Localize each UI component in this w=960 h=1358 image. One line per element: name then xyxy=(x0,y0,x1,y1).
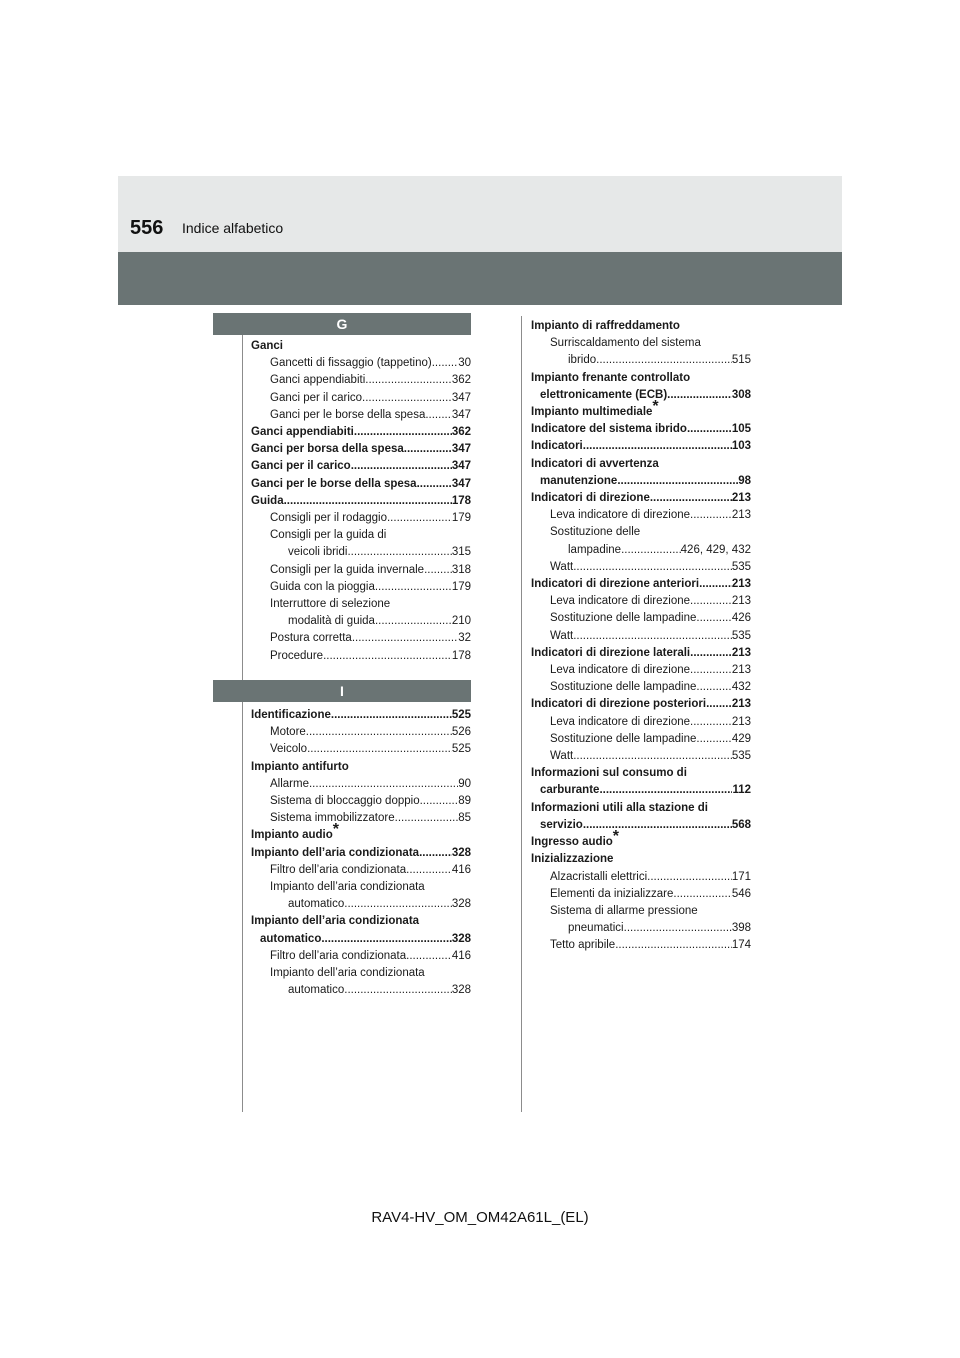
dot-leader xyxy=(406,948,452,965)
index-list-g xyxy=(251,338,471,665)
entry-term: Filtro dell’aria condizionata xyxy=(270,863,407,876)
entry-term: pneumatici xyxy=(568,922,624,935)
entry-page: 515 xyxy=(731,354,751,367)
dot-leader xyxy=(706,696,732,713)
index-entry: Indicatori di avvertenza xyxy=(531,457,659,470)
entry-page: 426, 429, 432 xyxy=(680,543,751,556)
entry-term: Leva indicatore di direzione xyxy=(550,664,691,677)
entry-term: Leva indicatore di direzione xyxy=(550,509,691,522)
entry-page: 213 xyxy=(731,664,751,677)
entry-page: 362 xyxy=(451,426,471,439)
dot-leader xyxy=(284,493,452,510)
entry-term: carburante xyxy=(540,784,600,797)
entry-page: 213 xyxy=(731,715,751,728)
index-entry xyxy=(531,610,751,627)
column-divider-right xyxy=(521,316,522,1112)
entry-page: 178 xyxy=(451,494,471,507)
entry-term: Tetto apribile xyxy=(550,939,616,952)
index-entry xyxy=(251,982,471,999)
index-entry xyxy=(531,679,751,696)
dot-leader xyxy=(347,544,451,561)
dot-leader xyxy=(352,630,458,647)
section-header-i: I xyxy=(213,680,471,702)
entry-term: Ganci appendiabiti xyxy=(270,374,366,387)
entry-page: 315 xyxy=(451,546,471,559)
entry-page: 328 xyxy=(451,984,471,997)
entry-page: 98 xyxy=(738,474,751,487)
entry-term: Impianto dell’aria condizionata xyxy=(251,846,420,859)
index-entry xyxy=(251,724,471,741)
dot-leader xyxy=(387,510,452,527)
dot-leader xyxy=(699,576,732,593)
entry-term: Identificazione xyxy=(251,709,331,721)
index-entry xyxy=(251,493,471,510)
index-entry: Inizializzazione xyxy=(531,853,614,866)
entry-page: 213 xyxy=(731,492,751,505)
index-entry: Impianto dell’aria condizionata xyxy=(270,881,425,894)
entry-term: Sostituzione delle lampadine xyxy=(550,732,697,745)
index-entry xyxy=(251,948,471,965)
entry-term: Elementi da inizializzare xyxy=(550,887,674,900)
entry-term: Gancetti di fissaggio (tappetino) xyxy=(270,357,432,370)
entry-term: Indicatori di direzione posteriori xyxy=(531,698,707,711)
index-entry: Impianto frenante controllato xyxy=(531,371,691,384)
index-list-i xyxy=(251,707,471,999)
entry-page: 535 xyxy=(731,629,751,642)
index-entry: Sistema di allarme pressione xyxy=(550,904,698,917)
entry-term: Indicatori di direzione laterali xyxy=(531,646,691,659)
dot-leader xyxy=(647,869,732,886)
entry-term: Sostituzione delle lampadine xyxy=(550,612,697,625)
dot-leader xyxy=(417,476,452,493)
asterisk-mark: * xyxy=(332,821,340,839)
entry-page: 535 xyxy=(731,750,751,763)
entry-page: 398 xyxy=(731,922,751,935)
index-entry xyxy=(251,648,471,665)
dot-leader xyxy=(351,458,452,475)
index-entry xyxy=(531,817,751,834)
dot-leader xyxy=(420,793,459,810)
dot-leader xyxy=(617,473,738,490)
index-entry xyxy=(531,387,751,404)
entry-term: servizio xyxy=(540,818,583,831)
entry-term: Consigli per la guida invernale xyxy=(270,563,425,576)
index-entry xyxy=(251,613,471,630)
entry-term: Ganci per il carico xyxy=(251,460,351,473)
index-entry xyxy=(531,398,751,421)
dot-leader xyxy=(309,776,458,793)
entry-page: 362 xyxy=(451,374,471,387)
entry-page: 546 xyxy=(731,887,751,900)
dot-leader xyxy=(615,937,732,954)
entry-term: Watt xyxy=(550,629,574,642)
entry-page: 328 xyxy=(451,846,471,859)
dot-leader xyxy=(306,724,452,741)
entry-term: Motore xyxy=(270,726,306,739)
dot-leader xyxy=(365,372,452,389)
entry-term: Indicatori di direzione anteriori xyxy=(531,578,700,591)
index-entry xyxy=(251,441,471,458)
entry-term: Ganci per le borse della spesa xyxy=(251,477,417,490)
entry-page: 30 xyxy=(458,357,471,370)
index-entry xyxy=(531,473,751,490)
entry-term: Veicolo xyxy=(270,743,308,756)
dot-leader xyxy=(404,441,452,458)
entry-page: 213 xyxy=(731,595,751,608)
index-entry xyxy=(251,931,471,948)
index-entry: Impianto di raffreddamento xyxy=(531,320,680,332)
index-entry xyxy=(251,510,471,527)
index-entry xyxy=(251,390,471,407)
entry-page: 174 xyxy=(731,939,751,952)
entry-page: 525 xyxy=(451,709,471,721)
entry-term: Leva indicatore di direzione xyxy=(550,715,691,728)
dot-leader xyxy=(375,613,452,630)
entry-page: 112 xyxy=(732,784,751,797)
entry-term: Indicatore del sistema ibrido xyxy=(531,423,687,436)
index-entry xyxy=(531,542,751,559)
entry-term: Filtro dell’aria condizionata xyxy=(270,949,407,962)
dot-leader xyxy=(696,731,731,748)
dot-leader xyxy=(690,593,732,610)
dot-leader xyxy=(323,648,452,665)
entry-term: Ganci per il carico xyxy=(270,391,363,404)
entry-term: Guida con la pioggia xyxy=(270,580,375,593)
index-entry xyxy=(251,630,471,647)
index-entry: Impianto antifurto xyxy=(251,760,349,773)
entry-term: modalità di guida xyxy=(288,615,375,628)
index-entry xyxy=(531,490,751,507)
entry-term: Guida xyxy=(251,494,284,507)
entry-term: Leva indicatore di direzione xyxy=(550,595,691,608)
index-entry: Informazioni utili alla stazione di xyxy=(531,801,708,814)
asterisk-mark: * xyxy=(652,398,659,416)
entry-term: automatico xyxy=(288,898,345,911)
column-divider-left xyxy=(242,316,243,1112)
entry-term: Ingresso audio xyxy=(531,836,613,849)
index-entry: Impianto dell’aria condizionata xyxy=(251,915,420,928)
entry-term: Sistema di bloccaggio doppio xyxy=(270,795,420,808)
entry-page: 347 xyxy=(451,460,471,473)
dot-leader xyxy=(375,579,452,596)
dot-leader xyxy=(667,387,732,404)
entry-page: 103 xyxy=(731,440,751,453)
entry-term: Procedure xyxy=(270,649,324,662)
index-entry xyxy=(251,810,471,827)
index-entry xyxy=(531,714,751,731)
index-entry xyxy=(251,862,471,879)
entry-page: 568 xyxy=(731,818,751,831)
entry-page: 105 xyxy=(731,423,751,436)
dot-leader xyxy=(573,628,732,645)
index-entry xyxy=(531,920,751,937)
index-entry xyxy=(531,576,751,593)
index-entry: Ganci xyxy=(251,340,283,352)
header-bar xyxy=(118,252,842,305)
section-title: Indice alfabetico xyxy=(182,220,284,236)
entry-page: 318 xyxy=(451,563,471,576)
dot-leader xyxy=(673,886,731,903)
entry-page: 328 xyxy=(451,932,471,945)
index-entry xyxy=(531,937,751,954)
entry-term: Watt xyxy=(550,560,574,573)
dot-leader xyxy=(362,390,452,407)
dot-leader xyxy=(650,490,732,507)
entry-page: 179 xyxy=(451,580,471,593)
entry-term: elettronicamente (ECB) xyxy=(540,388,668,401)
index-entry xyxy=(531,352,751,369)
entry-page: 89 xyxy=(458,795,471,808)
entry-term: ibrido xyxy=(568,354,597,367)
index-entry xyxy=(251,424,471,441)
entry-page: 426 xyxy=(731,612,751,625)
dot-leader xyxy=(344,982,452,999)
index-entry xyxy=(251,355,471,372)
entry-page: 347 xyxy=(451,443,471,456)
dot-leader xyxy=(406,862,452,879)
section-header-g: G xyxy=(213,313,471,335)
dot-leader xyxy=(419,845,452,862)
entry-term: Consigli per il rodaggio xyxy=(270,512,387,525)
entry-page: 432 xyxy=(731,681,751,694)
dot-leader xyxy=(690,507,732,524)
entry-page: 308 xyxy=(731,388,751,401)
dot-leader xyxy=(344,896,452,913)
index-entry xyxy=(531,782,751,799)
entry-term: Watt xyxy=(550,750,574,763)
index-entry xyxy=(251,741,471,758)
dot-leader xyxy=(599,782,732,799)
entry-term: Alzacristalli elettrici xyxy=(550,870,648,883)
index-entry xyxy=(531,731,751,748)
index-entry xyxy=(531,628,751,645)
entry-page: 347 xyxy=(451,408,471,421)
entry-page: 525 xyxy=(451,743,471,756)
entry-term: Indicatori xyxy=(531,440,583,453)
index-entry xyxy=(531,869,751,886)
dot-leader xyxy=(307,741,452,758)
entry-page: 213 xyxy=(731,578,751,591)
entry-page: 210 xyxy=(451,615,471,628)
entry-term: Ganci per borsa della spesa xyxy=(251,443,404,456)
entry-term: Sostituzione delle lampadine xyxy=(550,681,697,694)
entry-page: 213 xyxy=(731,698,751,711)
entry-term: Allarme xyxy=(270,777,309,790)
entry-page: 429 xyxy=(731,732,751,745)
entry-page: 347 xyxy=(451,477,471,490)
document-code: RAV4-HV_OM_OM42A61L_(EL) xyxy=(371,1209,589,1226)
index-entry xyxy=(251,821,471,844)
entry-term: Ganci per le borse della spesa xyxy=(270,408,426,421)
entry-page: 171 xyxy=(731,870,751,883)
index-entry xyxy=(531,828,751,851)
dot-leader xyxy=(573,748,732,765)
entry-term: manutenzione xyxy=(540,474,618,487)
index-entry xyxy=(251,476,471,493)
index-entry xyxy=(531,645,751,662)
dot-leader xyxy=(424,562,452,579)
index-entry xyxy=(251,845,471,862)
index-entry xyxy=(531,421,751,438)
dot-leader xyxy=(596,352,732,369)
index-entry xyxy=(251,776,471,793)
index-entry xyxy=(251,372,471,389)
index-entry xyxy=(251,896,471,913)
index-entry xyxy=(531,507,751,524)
entry-term: Ganci appendiabiti xyxy=(251,426,354,439)
dot-leader xyxy=(690,645,732,662)
index-entry xyxy=(251,458,471,475)
index-entry: Sostituzione delle xyxy=(550,526,641,539)
dot-leader xyxy=(354,424,452,441)
entry-term: Impianto multimediale xyxy=(531,406,653,419)
dot-leader xyxy=(395,810,459,827)
dot-leader xyxy=(583,438,732,455)
entry-page: 535 xyxy=(731,560,751,573)
entry-term: Sistema immobilizzatore xyxy=(270,812,395,825)
index-entry: Impianto dell’aria condizionata xyxy=(270,967,425,980)
asterisk-mark: * xyxy=(612,828,620,846)
entry-term: Postura corretta xyxy=(270,632,352,645)
index-entry xyxy=(531,438,751,455)
entry-page: 213 xyxy=(731,646,751,659)
index-entry xyxy=(251,544,471,561)
index-entry xyxy=(531,593,751,610)
dot-leader xyxy=(573,559,732,576)
index-entry xyxy=(251,562,471,579)
dot-leader xyxy=(624,920,732,937)
dot-leader xyxy=(321,931,451,948)
entry-term: veicoli ibridi xyxy=(288,546,348,559)
entry-term: Impianto audio xyxy=(251,829,333,842)
index-entry xyxy=(531,662,751,679)
entry-page: 32 xyxy=(458,632,471,645)
entry-page: 85 xyxy=(458,812,471,825)
index-entry: Interruttore di selezione xyxy=(270,598,391,611)
entry-page: 416 xyxy=(451,949,471,962)
entry-page: 416 xyxy=(451,863,471,876)
page-number: 556 xyxy=(130,217,164,239)
index-entry xyxy=(531,886,751,903)
entry-page: 178 xyxy=(451,649,471,662)
index-entry xyxy=(251,707,471,724)
dot-leader xyxy=(696,679,731,696)
entry-term: automatico xyxy=(288,984,345,997)
dot-leader xyxy=(696,610,731,627)
entry-term: lampadine xyxy=(568,543,622,556)
entry-page: 179 xyxy=(451,512,471,525)
dot-leader xyxy=(432,355,458,372)
index-entry: Consigli per la guida di xyxy=(270,529,387,542)
dot-leader xyxy=(331,707,452,724)
dot-leader xyxy=(425,407,451,424)
index-entry xyxy=(251,407,471,424)
index-entry xyxy=(531,748,751,765)
entry-page: 90 xyxy=(458,777,471,790)
dot-leader xyxy=(583,817,732,834)
dot-leader xyxy=(690,714,732,731)
entry-page: 213 xyxy=(731,509,751,522)
index-list-right xyxy=(531,318,751,955)
dot-leader xyxy=(690,662,732,679)
dot-leader xyxy=(621,542,681,559)
index-entry: Surriscaldamento del sistema xyxy=(550,337,701,350)
entry-page: 347 xyxy=(451,391,471,404)
index-entry xyxy=(531,559,751,576)
index-entry xyxy=(251,793,471,810)
entry-term: automatico xyxy=(260,932,322,945)
entry-page: 328 xyxy=(451,898,471,911)
index-entry xyxy=(251,579,471,596)
dot-leader xyxy=(687,421,732,438)
index-entry: Informazioni sul consumo di xyxy=(531,767,687,780)
index-entry xyxy=(531,696,751,713)
entry-page: 526 xyxy=(451,726,471,739)
entry-term: Indicatori di direzione xyxy=(531,492,650,505)
header-band xyxy=(118,176,842,252)
